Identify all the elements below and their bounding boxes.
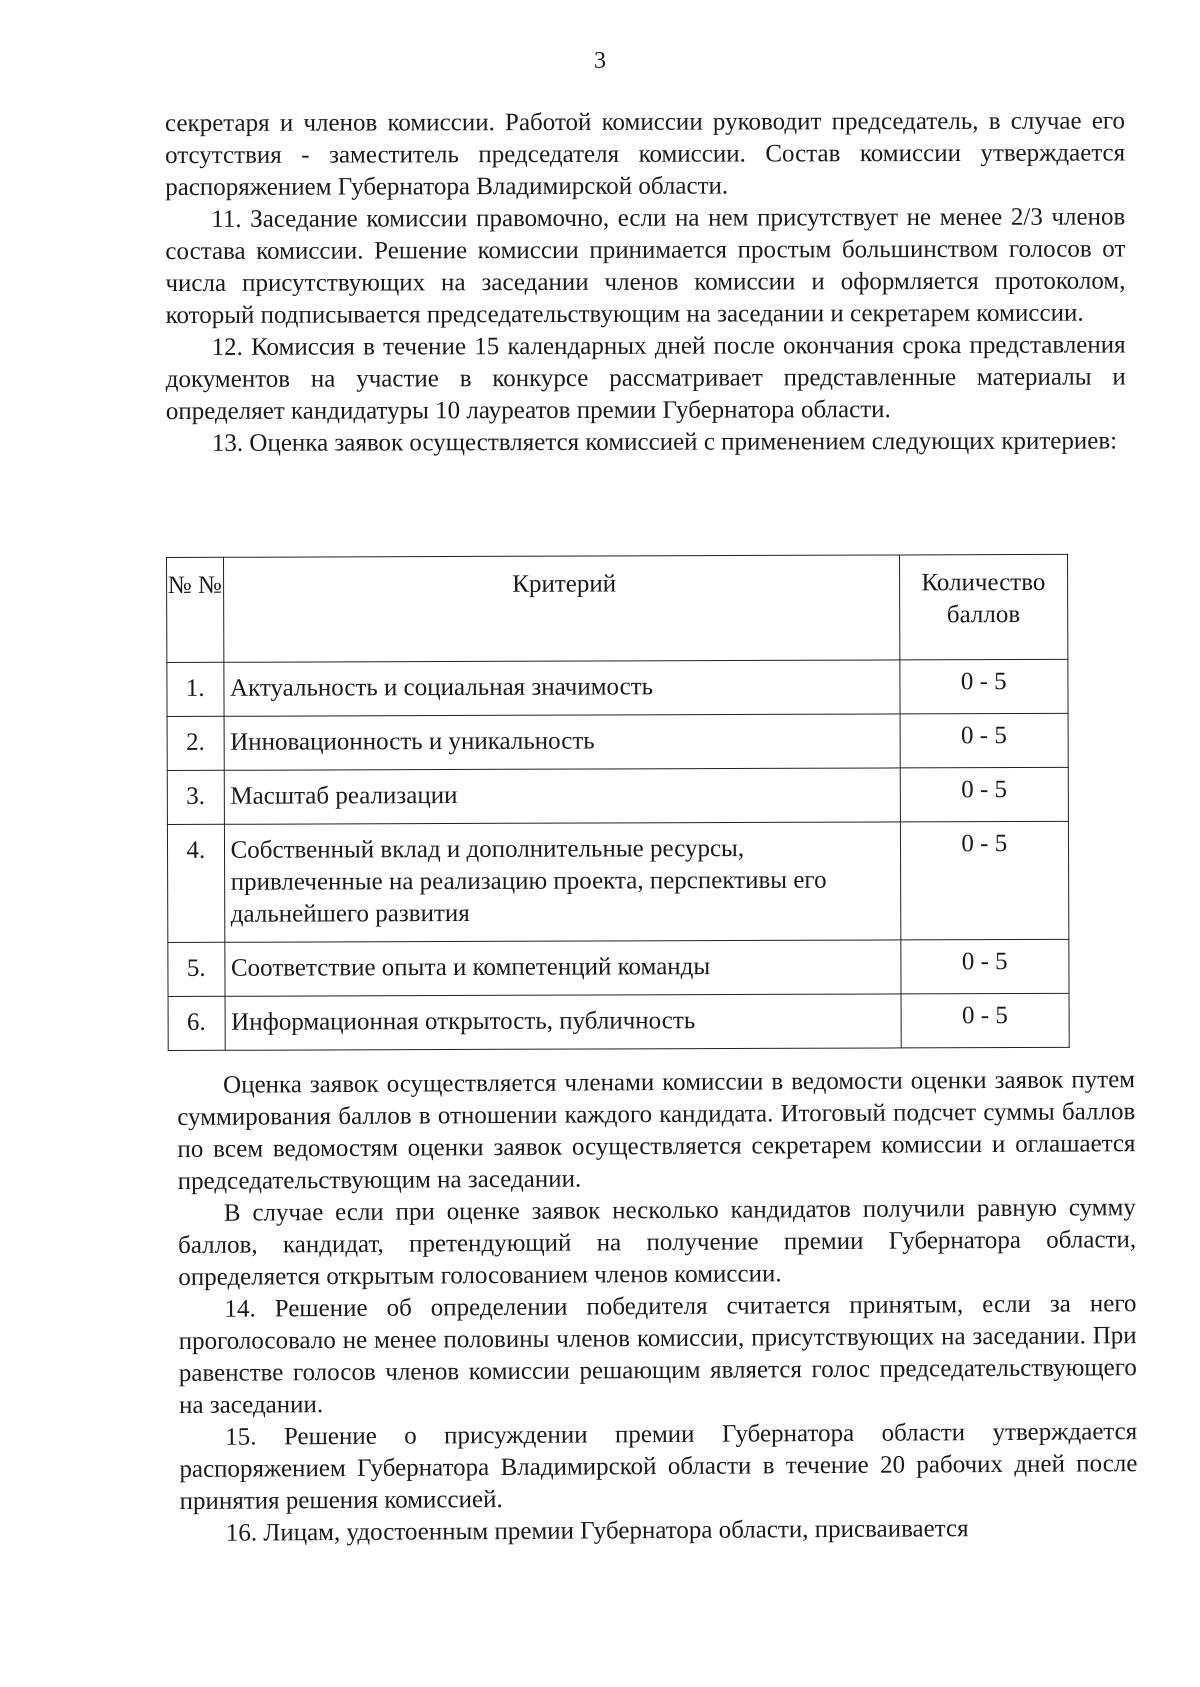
table-row bbox=[167, 659, 1068, 716]
row-score: 0 - 5 bbox=[900, 767, 1069, 822]
row-number: 4. bbox=[167, 824, 224, 942]
row-criterion: Актуальность и социальная значимость bbox=[223, 660, 899, 716]
table-row bbox=[168, 939, 1069, 996]
row-number: 5. bbox=[168, 942, 225, 996]
row-number: 3. bbox=[167, 770, 224, 824]
row-score: 0 - 5 bbox=[900, 939, 1069, 994]
page-number: 3 bbox=[594, 48, 606, 74]
header-number: № № bbox=[167, 557, 224, 662]
top-text-block bbox=[165, 105, 1126, 460]
row-number: 1. bbox=[167, 662, 224, 716]
paragraph-12-review-period: 12. Комиссия в течение 15 календарных дней после окончания срока представления документов на участие в конкурсе рассматривает представленные материалы и определяет кандидатуры 10 лауреатов премии Губернатора области. bbox=[165, 331, 1126, 425]
row-criterion: Собственный вклад и дополнительные ресурсы, привлеченные на реализацию проекта, перспективы его дальнейшего развития bbox=[224, 822, 900, 942]
row-criterion: Информационная открытость, публичность bbox=[225, 994, 901, 1050]
bottom-text-block bbox=[177, 1064, 1138, 1550]
row-score: 0 - 5 bbox=[899, 659, 1068, 714]
paragraph-tie-break: В случае если при оценке заявок несколько кандидатов получили равную сумму баллов, кандидат, претендующий на получение премии Губернатора области, определяется открытым голосованием членов комиссии. bbox=[177, 1194, 1137, 1291]
paragraph-scoring-method: Оценка заявок осуществляется членами комиссии в ведомости оценки заявок путем суммирования баллов в отношении каждого кандидата. Итоговый подсчет суммы баллов по всем ведомостям оценки заявок осуществляется секретарем комиссии и оглашается председательствующим на заседании. bbox=[177, 1066, 1136, 1195]
paragraph-commission-composition: секретаря и членов комиссии. Работой комиссии руководит председатель, в случае его отсутствия - заместитель председателя комиссии. Состав комиссии утверждается распоряжением Губернатора Владимирской области. bbox=[165, 107, 1126, 201]
row-number: 6. bbox=[168, 996, 225, 1050]
row-criterion: Инновационность и уникальность bbox=[224, 714, 900, 770]
table-row bbox=[167, 713, 1068, 770]
paragraph-11-quorum: 11. Заседание комиссии правомочно, если на нем присутствует не менее 2/3 членов состава комиссии. Решение комиссии принимается простым большинством голосов от числа присутствующих на заседании членов комиссии и оформляется протоколом, который подписывается председательствующим на заседании и секретарем комиссии. bbox=[165, 203, 1126, 329]
paragraph-13-criteria-intro: 13. Оценка заявок осуществляется комиссией с применением следующих критериев: bbox=[211, 427, 1118, 457]
criteria-table bbox=[166, 554, 1070, 1051]
row-score: 0 - 5 bbox=[900, 713, 1069, 768]
table-row bbox=[168, 993, 1069, 1050]
table-header-row bbox=[167, 554, 1068, 662]
header-criterion: Критерий bbox=[223, 555, 899, 662]
paragraph-14-winner-decision: 14. Решение об определении победителя считается принятым, если за него проголосовало не менее половины членов комиссии, присутствующих на заседании. При равенстве голосов членов комиссии решающим является голос председательствующего на заседании. bbox=[178, 1290, 1137, 1419]
row-criterion: Масштаб реализации bbox=[224, 768, 900, 824]
table-row bbox=[167, 767, 1068, 824]
row-number: 2. bbox=[167, 716, 224, 770]
paragraph-15-award-approval: 15. Решение о присуждении премии Губернатора области утверждается распоряжением Губернатора Владимирской области в течение 20 рабочих дней после принятия решения комиссией. bbox=[179, 1418, 1138, 1515]
row-score: 0 - 5 bbox=[900, 821, 1069, 940]
table-row bbox=[167, 821, 1068, 942]
row-score: 0 - 5 bbox=[901, 993, 1070, 1048]
header-score: Количество баллов bbox=[899, 554, 1068, 660]
paragraph-16-laureates: 16. Лицам, удостоенным премии Губернатора области, присваивается bbox=[225, 1515, 969, 1547]
row-criterion: Соответствие опыта и компетенций команды bbox=[224, 940, 900, 996]
